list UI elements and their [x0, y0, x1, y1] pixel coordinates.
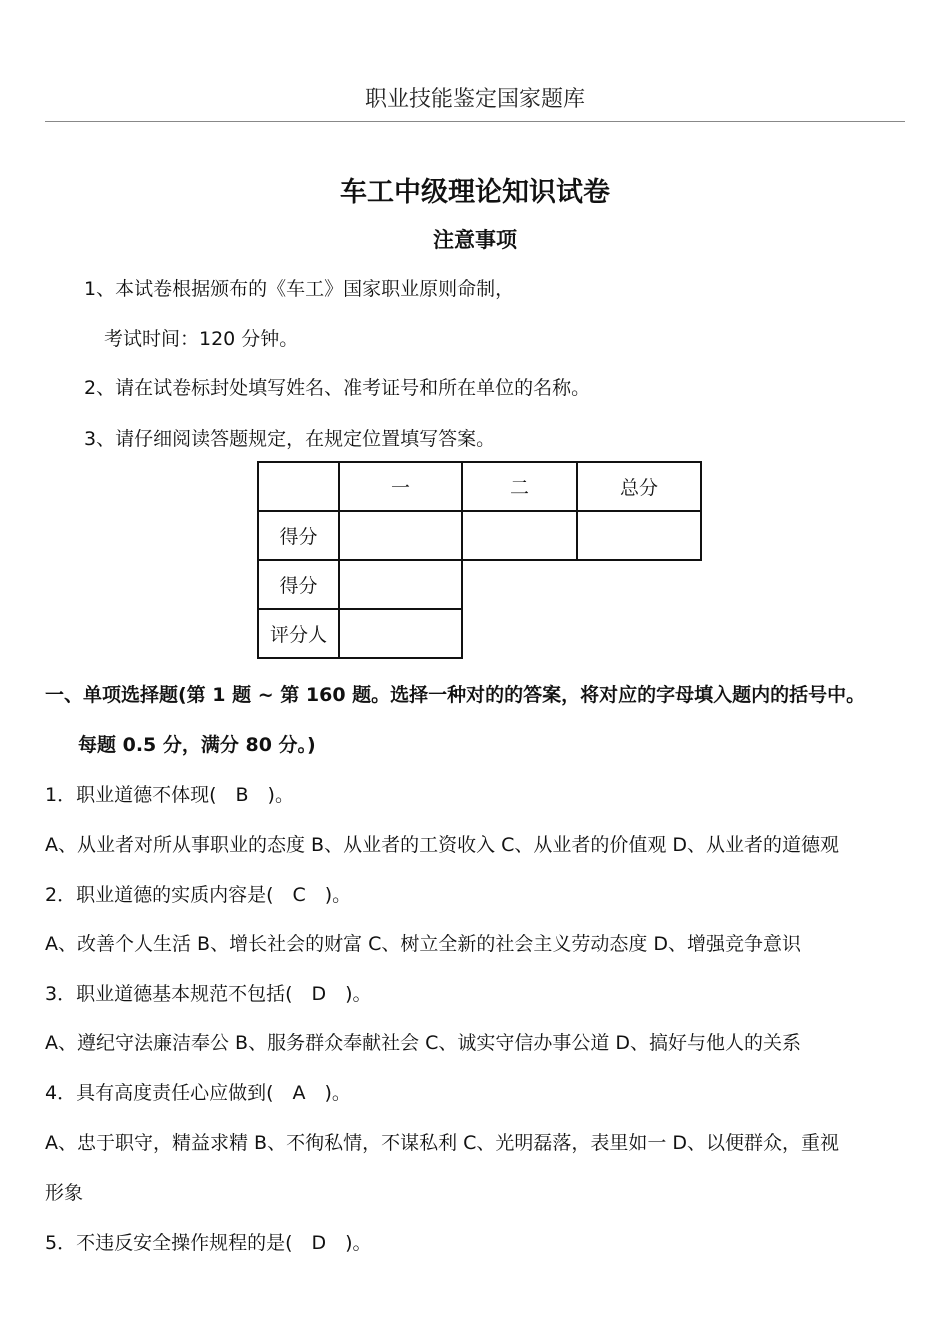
grader-table-name-row	[258, 609, 701, 658]
section-heading-line1: 一、单项选择题(第 1 题 ~ 第 160 题。选择一种对的的答案，将对应的字母填入题内的括号中。	[45, 684, 866, 706]
notice-item-1: 1、本试卷根据颁布的《车工》国家职业原则命制，	[84, 278, 515, 300]
score-table-corner-cell	[258, 462, 339, 511]
question-2-options: A、改善个人生活 B、增长社会的财富 C、树立全新的社会主义劳动态度 D、增强竞争意识	[45, 933, 802, 955]
section-heading-line2: 每题 0.5 分，满分 80 分。)	[78, 734, 316, 756]
grader-score-cell[interactable]	[339, 560, 462, 609]
question-1-options: A、从业者对所从事职业的态度 B、从业者的工资收入 C、从业者的价值观 D、从业者的道德观	[45, 834, 840, 856]
question-3-options: A、遵纪守法廉洁奉公 B、服务群众奉献社会 C、诚实守信办事公道 D、搞好与他人的关系	[45, 1032, 802, 1054]
question-5-stem: 5．不违反安全操作规程的是( D )。	[45, 1232, 372, 1254]
grader-table-score-row	[258, 560, 701, 609]
grader-table-score-label: 得分	[258, 560, 339, 609]
score-cell-part1[interactable]	[339, 511, 462, 560]
score-cell-part2[interactable]	[462, 511, 577, 560]
exam-title: 车工中级理论知识试卷	[340, 177, 610, 208]
header-divider	[45, 121, 905, 122]
score-table-header-part2: 二	[462, 462, 577, 511]
question-2-stem: 2．职业道德的实质内容是( C )。	[45, 884, 352, 906]
notice-item-1-continued: 考试时间：120 分钟。	[104, 328, 299, 350]
question-1-stem: 1．职业道德不体现( B )。	[45, 784, 294, 806]
table-empty-area-2	[462, 609, 701, 658]
question-4-options: A、忠于职守，精益求精 B、不徇私情，不谋私利 C、光明磊落，表里如一 D、以便群众，重视	[45, 1132, 840, 1154]
notice-heading: 注意事项	[433, 228, 517, 252]
score-table-header-row	[258, 462, 701, 511]
score-table-header-total: 总分	[577, 462, 701, 511]
score-table	[257, 461, 702, 659]
notice-item-3: 3、请仔细阅读答题规定，在规定位置填写答案。	[84, 428, 496, 450]
grader-table-name-label: 评分人	[258, 609, 339, 658]
question-3-stem: 3．职业道德基本规范不包括( D )。	[45, 983, 372, 1005]
question-4-stem: 4．具有高度责任心应做到( A )。	[45, 1082, 351, 1104]
table-empty-area	[462, 560, 701, 609]
question-4-options-continued: 形象	[45, 1182, 84, 1204]
score-table-score-label: 得分	[258, 511, 339, 560]
grader-name-cell[interactable]	[339, 609, 462, 658]
running-header-title: 职业技能鉴定国家题库	[364, 87, 585, 112]
notice-item-2: 2、请在试卷标封处填写姓名、准考证号和所在单位的名称。	[84, 377, 591, 399]
score-cell-total[interactable]	[577, 511, 701, 560]
score-table-score-row	[258, 511, 701, 560]
score-table-header-part1: 一	[339, 462, 462, 511]
